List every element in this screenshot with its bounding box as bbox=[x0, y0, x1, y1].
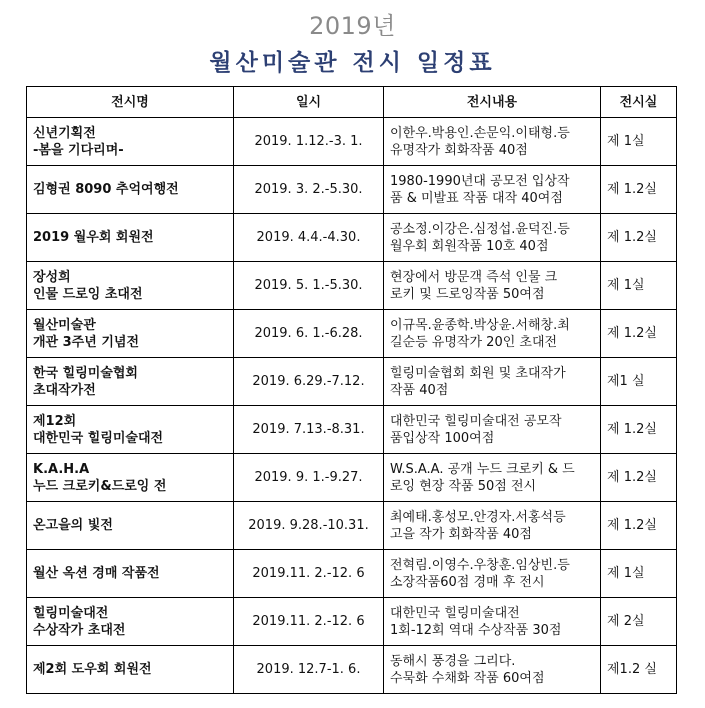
table-body bbox=[27, 118, 677, 694]
table-row bbox=[27, 262, 677, 310]
exhibition-name-cell bbox=[27, 262, 234, 310]
exhibition-content-line: 이규목.윤종학.박상윤.서해창.최 bbox=[390, 317, 570, 333]
exhibition-name-cell bbox=[27, 406, 234, 454]
exhibition-content-line: 품입상작 100여점 bbox=[390, 430, 495, 446]
exhibition-name-line: -봄을 기다리며- bbox=[33, 142, 124, 158]
exhibition-content-line: 품 & 미발표 작품 대작 40여점 bbox=[390, 190, 563, 206]
exhibition-date-cell: 2019. 4.4.-4.30. bbox=[234, 214, 384, 262]
exhibition-name-line: 제12회 bbox=[33, 413, 77, 429]
exhibition-name-line: 대한민국 힐링미술대전 bbox=[33, 430, 164, 446]
exhibition-content-line: 이한우.박용인.손문익.이태형.등 bbox=[390, 125, 570, 141]
exhibition-name-cell bbox=[27, 310, 234, 358]
exhibition-content-line: 로키 및 드로잉작품 50여점 bbox=[390, 286, 545, 302]
column-header-date: 일시 bbox=[234, 87, 384, 118]
exhibition-schedule-table bbox=[26, 86, 677, 694]
exhibition-content-cell bbox=[384, 358, 601, 406]
exhibition-name-line: 제2회 도우회 회원전 bbox=[33, 662, 152, 677]
exhibition-name-line: 김형권 8090 추억여행전 bbox=[33, 182, 179, 197]
exhibition-name-line: 인물 드로잉 초대전 bbox=[33, 286, 143, 302]
exhibition-content-cell bbox=[384, 166, 601, 214]
exhibition-content-line: 1회-12회 역대 수상작품 30점 bbox=[390, 622, 562, 638]
exhibition-name-cell bbox=[27, 358, 234, 406]
column-header-content: 전시내용 bbox=[384, 87, 601, 118]
year-heading: 2019년 bbox=[309, 12, 396, 40]
exhibition-name-line: 한국 힐링미술협회 bbox=[33, 365, 138, 381]
exhibition-date-cell: 2019. 3. 2.-5.30. bbox=[234, 166, 384, 214]
exhibition-name-line: 초대작가전 bbox=[33, 382, 96, 398]
exhibition-room-cell: 제 1.2실 bbox=[601, 502, 677, 550]
exhibition-date-cell: 2019. 6. 1.-6.28. bbox=[234, 310, 384, 358]
exhibition-name-line: K.A.H.A bbox=[33, 461, 90, 477]
exhibition-content-cell bbox=[384, 502, 601, 550]
exhibition-date-cell: 2019. 7.13.-8.31. bbox=[234, 406, 384, 454]
table-row bbox=[27, 406, 677, 454]
exhibition-date-cell: 2019.11. 2.-12. 6 bbox=[234, 598, 384, 646]
exhibition-content-line: W.S.A.A. 공개 누드 크로키 & 드 bbox=[390, 461, 575, 477]
exhibition-name-cell bbox=[27, 598, 234, 646]
table-row bbox=[27, 550, 677, 598]
exhibition-room-cell: 제 1실 bbox=[601, 118, 677, 166]
exhibition-content-cell bbox=[384, 454, 601, 502]
exhibition-name-line: 온고을의 빛전 bbox=[33, 518, 113, 533]
exhibition-content-cell bbox=[384, 214, 601, 262]
exhibition-content-cell bbox=[384, 118, 601, 166]
exhibition-room-cell: 제1 실 bbox=[601, 358, 677, 406]
exhibition-name-line: 월산미술관 bbox=[33, 317, 96, 333]
exhibition-name-line: 2019 월우회 회원전 bbox=[33, 230, 154, 245]
exhibition-content-cell bbox=[384, 406, 601, 454]
exhibition-date-cell: 2019. 9. 1.-9.27. bbox=[234, 454, 384, 502]
exhibition-date-cell: 2019.11. 2.-12. 6 bbox=[234, 550, 384, 598]
column-header-name: 전시명 bbox=[27, 87, 234, 118]
exhibition-content-cell bbox=[384, 550, 601, 598]
exhibition-content-line: 수묵화 수채화 작품 60여점 bbox=[390, 670, 545, 686]
exhibition-date-cell: 2019. 9.28.-10.31. bbox=[234, 502, 384, 550]
exhibition-name-line: 신년기획전 bbox=[33, 125, 96, 141]
exhibition-room-cell: 제 1.2실 bbox=[601, 310, 677, 358]
exhibition-content-line: 고을 작가 회화작품 40점 bbox=[390, 526, 532, 542]
exhibition-name-line: 장성희 bbox=[33, 269, 71, 285]
exhibition-content-cell bbox=[384, 262, 601, 310]
page-title: 월산미술관 전시 일정표 bbox=[209, 50, 496, 76]
table-header-row bbox=[27, 87, 677, 118]
exhibition-content-line: 공소정.이강은.심정섭.윤덕진.등 bbox=[390, 221, 570, 237]
exhibition-content-line: 전혁림.이영수.우창훈.임상빈.등 bbox=[390, 557, 570, 573]
table-row bbox=[27, 118, 677, 166]
exhibition-content-line: 현장에서 방문객 즉석 인물 크 bbox=[390, 269, 558, 285]
exhibition-name-cell bbox=[27, 118, 234, 166]
exhibition-content-cell bbox=[384, 646, 601, 694]
exhibition-date-cell: 2019. 12.7-1. 6. bbox=[234, 646, 384, 694]
exhibition-content-cell bbox=[384, 310, 601, 358]
exhibition-name-line: 개관 3주년 기념전 bbox=[33, 334, 140, 350]
table-row bbox=[27, 214, 677, 262]
exhibition-name-cell bbox=[27, 646, 234, 694]
exhibition-name-line: 힐링미술대전 bbox=[33, 605, 109, 621]
table-row bbox=[27, 646, 677, 694]
table-row bbox=[27, 358, 677, 406]
exhibition-name-line: 월산 옥션 경매 작품전 bbox=[33, 566, 160, 581]
table-row bbox=[27, 310, 677, 358]
exhibition-date-cell: 2019. 6.29.-7.12. bbox=[234, 358, 384, 406]
exhibition-room-cell: 제 1실 bbox=[601, 550, 677, 598]
exhibition-name-cell bbox=[27, 214, 234, 262]
exhibition-name-cell bbox=[27, 166, 234, 214]
exhibition-name-line: 누드 크로키&드로잉 전 bbox=[33, 478, 167, 494]
exhibition-room-cell: 제 1실 bbox=[601, 262, 677, 310]
exhibition-content-line: 소장작품60점 경매 후 전시 bbox=[390, 574, 545, 590]
exhibition-name-cell bbox=[27, 454, 234, 502]
exhibition-content-line: 대한민국 힐링미술대전 bbox=[390, 605, 520, 621]
table-row bbox=[27, 454, 677, 502]
exhibition-content-line: 대한민국 힐링미술대전 공모작 bbox=[390, 413, 562, 429]
exhibition-content-line: 길순등 유명작가 20인 초대전 bbox=[390, 334, 558, 350]
exhibition-content-line: 유명작가 회화작품 40점 bbox=[390, 142, 528, 158]
exhibition-room-cell: 제 2실 bbox=[601, 598, 677, 646]
exhibition-room-cell: 제 1.2실 bbox=[601, 166, 677, 214]
exhibition-name-line: 수상작가 초대전 bbox=[33, 622, 126, 638]
exhibition-name-cell bbox=[27, 550, 234, 598]
exhibition-content-line: 힐링미술협회 회원 및 초대작가 bbox=[390, 365, 566, 381]
exhibition-content-line: 최예태.홍성모.안경자.서홍석등 bbox=[390, 509, 566, 525]
column-header-room: 전시실 bbox=[601, 87, 677, 118]
exhibition-content-line: 1980-1990년대 공모전 입상작 bbox=[390, 173, 570, 189]
table-row bbox=[27, 166, 677, 214]
exhibition-name-cell bbox=[27, 502, 234, 550]
exhibition-room-cell: 제1.2 실 bbox=[601, 646, 677, 694]
exhibition-content-cell bbox=[384, 598, 601, 646]
table-row bbox=[27, 598, 677, 646]
table-row bbox=[27, 502, 677, 550]
exhibition-date-cell: 2019. 5. 1.-5.30. bbox=[234, 262, 384, 310]
exhibition-room-cell: 제 1.2실 bbox=[601, 454, 677, 502]
exhibition-date-cell: 2019. 1.12.-3. 1. bbox=[234, 118, 384, 166]
exhibition-room-cell: 제 1.2실 bbox=[601, 406, 677, 454]
exhibition-content-line: 월우회 회원작품 10호 40점 bbox=[390, 238, 549, 254]
exhibition-content-line: 로잉 현장 작품 50점 전시 bbox=[390, 478, 537, 494]
exhibition-content-line: 작품 40점 bbox=[390, 382, 449, 398]
exhibition-room-cell: 제 1.2실 bbox=[601, 214, 677, 262]
exhibition-content-line: 동해시 풍경을 그리다. bbox=[390, 653, 516, 669]
